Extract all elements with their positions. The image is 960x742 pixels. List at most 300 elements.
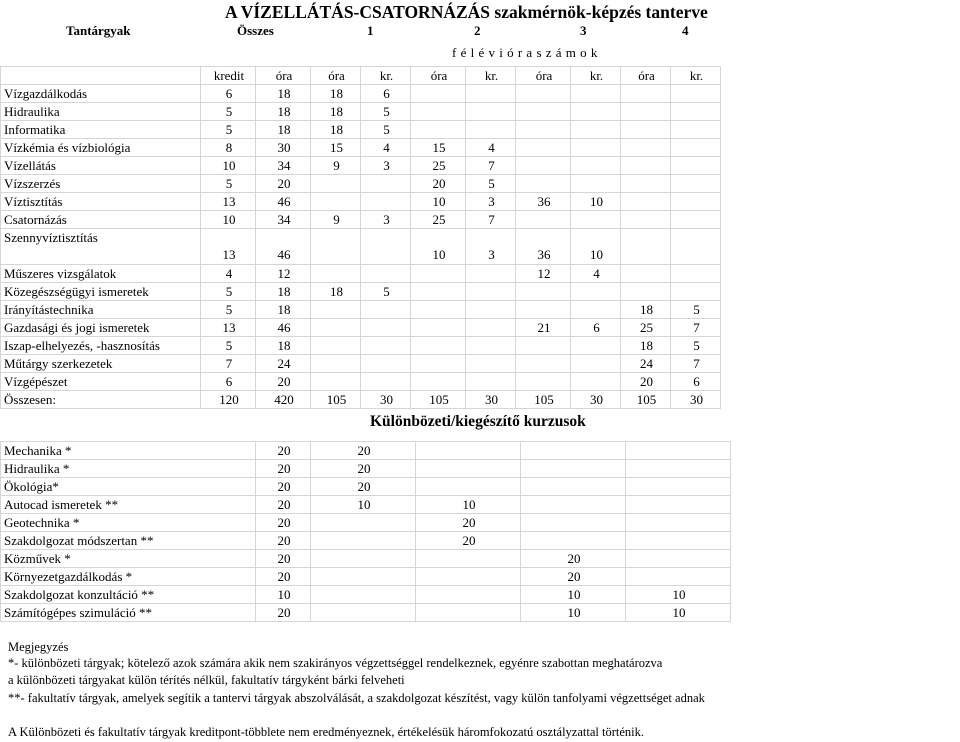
table-cell (626, 550, 731, 568)
table-cell (521, 532, 626, 550)
table-cell (571, 283, 621, 301)
table-cell (311, 514, 416, 532)
table-cell (571, 301, 621, 319)
table-cell: 12 (256, 265, 311, 283)
table-row (1, 442, 731, 460)
table-cell (416, 460, 521, 478)
table-cell (516, 85, 571, 103)
table-cell: 10 (521, 604, 626, 622)
extra-course-name: Környezetgazdálkodás * (1, 568, 256, 586)
table-cell: 9 (311, 211, 361, 229)
table-cell: 18 (311, 85, 361, 103)
table-cell: 5 (361, 103, 411, 121)
felevi-oraszamok-label: f é l é v i ó r a s z á m o k (452, 45, 598, 60)
table-cell: 12 (516, 265, 571, 283)
table-cell: 5 (361, 283, 411, 301)
table-cell (466, 355, 516, 373)
table-cell (311, 532, 416, 550)
table-cell: 20 (621, 373, 671, 391)
table-cell: 5 (201, 283, 256, 301)
table-cell (411, 337, 466, 355)
table-cell: 7 (671, 355, 721, 373)
table-cell (621, 175, 671, 193)
table-row (1, 532, 731, 550)
table-cell (416, 478, 521, 496)
table-cell: 30 (571, 391, 621, 409)
table-row (1, 373, 721, 391)
table-cell (311, 355, 361, 373)
unit-cell: óra (311, 67, 361, 85)
table-cell: 20 (411, 175, 466, 193)
table-cell: 6 (201, 85, 256, 103)
table-cell (411, 355, 466, 373)
extra-course-name: Számítógépes szimuláció ** (1, 604, 256, 622)
header-osszes: Összes (237, 23, 274, 38)
table-cell: 18 (256, 283, 311, 301)
table-cell (516, 211, 571, 229)
table-cell (571, 139, 621, 157)
header-semester-3: 3 (580, 23, 587, 38)
table-cell: 20 (256, 514, 311, 532)
table-cell (466, 337, 516, 355)
table-cell (516, 139, 571, 157)
table-cell: 10 (571, 193, 621, 211)
table-row (1, 175, 721, 193)
table-cell: 18 (256, 301, 311, 319)
table-cell (621, 211, 671, 229)
table-cell (516, 355, 571, 373)
table-cell: 18 (256, 103, 311, 121)
table-cell: 3 (466, 193, 516, 211)
table-cell: 20 (256, 550, 311, 568)
table-cell (311, 193, 361, 211)
table-cell: 10 (571, 229, 621, 265)
table-cell: 13 (201, 319, 256, 337)
table-cell (466, 121, 516, 139)
table-cell: 10 (521, 586, 626, 604)
table-cell: 20 (256, 442, 311, 460)
table-cell (466, 283, 516, 301)
table-cell (411, 373, 466, 391)
table-cell (621, 265, 671, 283)
curriculum-table (0, 66, 721, 409)
table-cell: 30 (256, 139, 311, 157)
table-cell: 5 (201, 121, 256, 139)
table-cell: 4 (571, 265, 621, 283)
table-cell (671, 85, 721, 103)
notes-heading: Megjegyzés (8, 640, 69, 654)
table-cell: 4 (201, 265, 256, 283)
table-cell: 9 (311, 157, 361, 175)
table-cell: 30 (466, 391, 516, 409)
course-name: Vízgazdálkodás (1, 85, 201, 103)
unit-cell: kr. (361, 67, 411, 85)
table-cell: 36 (516, 193, 571, 211)
table-cell (411, 319, 466, 337)
unit-cell: óra (621, 67, 671, 85)
table-cell (521, 478, 626, 496)
table-cell: 10 (201, 157, 256, 175)
table-cell (416, 568, 521, 586)
table-cell (626, 496, 731, 514)
table-cell: 20 (311, 478, 416, 496)
course-name: Vízkémia és vízbiológia (1, 139, 201, 157)
table-cell (571, 157, 621, 175)
table-cell (411, 103, 466, 121)
table-cell: 20 (521, 568, 626, 586)
notes-line-3: **- fakultatív tárgyak, amelyek segítik a tantervi tárgyak abszolválását, a szakdolgozat készítést, vagy külön tanfolyami végzettséget adnak (8, 691, 705, 705)
table-cell: 5 (201, 337, 256, 355)
table-cell: 24 (256, 355, 311, 373)
table-cell: 30 (671, 391, 721, 409)
table-cell (516, 157, 571, 175)
table-cell (571, 337, 621, 355)
table-cell (516, 283, 571, 301)
table-row (1, 478, 731, 496)
table-cell: 120 (201, 391, 256, 409)
table-cell: 25 (411, 211, 466, 229)
table-cell: 20 (256, 175, 311, 193)
table-cell (416, 586, 521, 604)
table-cell (311, 301, 361, 319)
table-cell (571, 121, 621, 139)
table-row (1, 355, 721, 373)
table-cell: 18 (311, 283, 361, 301)
table-cell (521, 514, 626, 532)
table-cell (516, 175, 571, 193)
extra-course-name: Közművek * (1, 550, 256, 568)
table-row (1, 337, 721, 355)
table-cell (311, 337, 361, 355)
table-cell: 10 (416, 496, 521, 514)
table-cell (521, 460, 626, 478)
table-cell: 18 (256, 121, 311, 139)
table-cell: 10 (626, 604, 731, 622)
table-cell (621, 283, 671, 301)
table-row (1, 211, 721, 229)
table-cell: 8 (201, 139, 256, 157)
table-cell: 6 (671, 373, 721, 391)
table-cell: 46 (256, 319, 311, 337)
table-cell (361, 229, 411, 265)
table-cell: 105 (621, 391, 671, 409)
table-cell: 5 (201, 175, 256, 193)
table-cell (516, 337, 571, 355)
table-cell (311, 604, 416, 622)
table-cell: 10 (411, 229, 466, 265)
table-cell (626, 478, 731, 496)
table-cell: 20 (311, 460, 416, 478)
table-cell (411, 265, 466, 283)
table-cell (361, 355, 411, 373)
table-cell: 25 (411, 157, 466, 175)
course-name: Gazdasági és jogi ismeretek (1, 319, 201, 337)
table-cell: 18 (311, 121, 361, 139)
table-cell: 7 (466, 157, 516, 175)
table-cell: 13 (201, 229, 256, 265)
table-cell: 3 (361, 211, 411, 229)
table-cell (621, 193, 671, 211)
table-cell: 7 (201, 355, 256, 373)
table-cell (571, 211, 621, 229)
table-cell (626, 442, 731, 460)
table-cell (516, 103, 571, 121)
course-name: Informatika (1, 121, 201, 139)
table-row (1, 604, 731, 622)
table-cell: 36 (516, 229, 571, 265)
table-cell (361, 175, 411, 193)
table-row (1, 496, 731, 514)
table-cell (416, 550, 521, 568)
table-cell: 20 (416, 514, 521, 532)
header-row (0, 22, 960, 40)
table-row (1, 139, 721, 157)
table-cell (516, 121, 571, 139)
extra-course-name: Mechanika * (1, 442, 256, 460)
table-cell: 34 (256, 157, 311, 175)
table-cell (361, 337, 411, 355)
notes-line-4: A Különbözeti és fakultatív tárgyak kreditpont-többlete nem eredményeznek, értékelésük háromfokozatú osztályzattal történik. (8, 725, 645, 739)
table-cell: 5 (201, 301, 256, 319)
table-cell (671, 103, 721, 121)
table-cell: 6 (201, 373, 256, 391)
table-cell: 34 (256, 211, 311, 229)
table-cell (466, 85, 516, 103)
course-name: Vízgépészet (1, 373, 201, 391)
table-cell (411, 301, 466, 319)
table-cell: 10 (311, 496, 416, 514)
unit-cell: kr. (571, 67, 621, 85)
table-cell (671, 211, 721, 229)
unit-cell: óra (256, 67, 311, 85)
table-cell: 5 (671, 301, 721, 319)
table-cell (466, 301, 516, 319)
unit-cell: kr. (466, 67, 516, 85)
extra-course-name: Szakdolgozat módszertan ** (1, 532, 256, 550)
table-cell (466, 265, 516, 283)
course-name: Közegészségügyi ismeretek (1, 283, 201, 301)
table-cell (626, 568, 731, 586)
table-row (1, 391, 721, 409)
table-cell (516, 301, 571, 319)
table-cell (626, 514, 731, 532)
table-row (1, 319, 721, 337)
table-cell: 25 (621, 319, 671, 337)
table-cell (361, 265, 411, 283)
table-cell (621, 157, 671, 175)
table-row (1, 550, 731, 568)
table-cell (671, 157, 721, 175)
table-cell (416, 442, 521, 460)
table-cell (671, 175, 721, 193)
table-cell (361, 373, 411, 391)
table-cell: 20 (256, 373, 311, 391)
unit-cell: kredit (201, 67, 256, 85)
table-cell (311, 229, 361, 265)
table-row (1, 283, 721, 301)
course-name: Víztisztítás (1, 193, 201, 211)
table-cell: 7 (671, 319, 721, 337)
header-tantargyak: Tantárgyak (66, 23, 131, 38)
table-cell: 4 (361, 139, 411, 157)
table-cell (621, 85, 671, 103)
extra-course-name: Hidraulika * (1, 460, 256, 478)
units-row (1, 67, 721, 85)
table-cell (671, 193, 721, 211)
page-title: A VÍZELLÁTÁS-CSATORNÁZÁS szakmérnök-képzés tanterve (225, 2, 708, 22)
course-name: Műszeres vizsgálatok (1, 265, 201, 283)
table-cell: 10 (626, 586, 731, 604)
table-cell (671, 139, 721, 157)
table-cell (361, 193, 411, 211)
table-cell: 20 (256, 604, 311, 622)
table-cell: 20 (256, 568, 311, 586)
table-cell (411, 85, 466, 103)
table-cell: 20 (256, 460, 311, 478)
table-cell (466, 319, 516, 337)
table-row (1, 85, 721, 103)
course-name: Műtárgy szerkezetek (1, 355, 201, 373)
unit-cell: kr. (671, 67, 721, 85)
table-cell (311, 265, 361, 283)
table-cell (571, 85, 621, 103)
table-cell (621, 229, 671, 265)
course-name: Szennyvíztisztítás (1, 229, 201, 265)
table-cell (626, 460, 731, 478)
table-cell (311, 175, 361, 193)
table-cell: 4 (466, 139, 516, 157)
course-name: Összesen: (1, 391, 201, 409)
table-row (1, 103, 721, 121)
table-cell: 420 (256, 391, 311, 409)
table-cell: 3 (466, 229, 516, 265)
table-cell (621, 139, 671, 157)
table-cell: 105 (411, 391, 466, 409)
table-cell: 20 (521, 550, 626, 568)
kulonbozeti-heading: Különbözeti/kiegészítő kurzusok (370, 413, 586, 430)
table-cell: 18 (621, 301, 671, 319)
table-row (1, 193, 721, 211)
units-row-label (1, 67, 201, 85)
table-cell (311, 586, 416, 604)
table-cell (411, 283, 466, 301)
table-cell (361, 301, 411, 319)
table-cell: 105 (516, 391, 571, 409)
table-cell (571, 175, 621, 193)
table-cell (311, 568, 416, 586)
course-name: Hidraulika (1, 103, 201, 121)
header-semester-4: 4 (682, 23, 689, 38)
table-cell: 18 (621, 337, 671, 355)
table-cell: 3 (361, 157, 411, 175)
table-cell: 20 (416, 532, 521, 550)
header-semester-1: 1 (367, 23, 374, 38)
table-cell (626, 532, 731, 550)
course-name: Vízellátás (1, 157, 201, 175)
table-cell (671, 265, 721, 283)
unit-cell: óra (411, 67, 466, 85)
table-cell: 5 (361, 121, 411, 139)
notes-line-2: a különbözeti tárgyakat külön térítés nélkül, fakultatív tárgyként bárki felveheti (8, 673, 405, 687)
table-cell (466, 103, 516, 121)
table-cell (521, 442, 626, 460)
table-cell: 10 (201, 211, 256, 229)
table-row (1, 568, 731, 586)
table-cell: 5 (201, 103, 256, 121)
table-cell: 18 (311, 103, 361, 121)
course-name: Csatornázás (1, 211, 201, 229)
table-cell: 20 (256, 496, 311, 514)
table-cell (521, 496, 626, 514)
table-cell: 20 (256, 478, 311, 496)
table-cell: 10 (411, 193, 466, 211)
extra-course-name: Geotechnika * (1, 514, 256, 532)
table-cell: 21 (516, 319, 571, 337)
header-semester-2: 2 (474, 23, 481, 38)
table-cell (411, 121, 466, 139)
table-cell (311, 319, 361, 337)
table-cell (571, 355, 621, 373)
table-row (1, 229, 721, 265)
table-cell (671, 121, 721, 139)
extra-course-name: Szakdolgozat konzultáció ** (1, 586, 256, 604)
table-cell: 15 (311, 139, 361, 157)
table-cell: 46 (256, 193, 311, 211)
table-cell: 7 (466, 211, 516, 229)
table-cell (671, 283, 721, 301)
table-row (1, 514, 731, 532)
table-cell (361, 319, 411, 337)
extra-courses-table (0, 441, 731, 622)
table-cell: 6 (361, 85, 411, 103)
course-name: Iszap-elhelyezés, -hasznosítás (1, 337, 201, 355)
table-cell (311, 373, 361, 391)
table-row (1, 586, 731, 604)
course-name: Vízszerzés (1, 175, 201, 193)
table-cell: 13 (201, 193, 256, 211)
table-cell (621, 121, 671, 139)
table-cell (671, 229, 721, 265)
table-cell: 5 (466, 175, 516, 193)
table-cell (571, 373, 621, 391)
table-cell: 18 (256, 337, 311, 355)
table-cell: 30 (361, 391, 411, 409)
notes-line-1: *- különbözeti tárgyak; kötelező azok számára akik nem szakirányos végzettséggel rendelkeznek, egyénre szabottan meghatározva (8, 656, 663, 670)
table-cell: 20 (311, 442, 416, 460)
table-cell: 6 (571, 319, 621, 337)
table-cell (621, 103, 671, 121)
table-row (1, 157, 721, 175)
table-cell (416, 604, 521, 622)
table-cell (571, 103, 621, 121)
unit-cell: óra (516, 67, 571, 85)
course-name: Irányítástechnika (1, 301, 201, 319)
table-cell (516, 373, 571, 391)
table-row (1, 121, 721, 139)
table-cell: 46 (256, 229, 311, 265)
table-cell: 105 (311, 391, 361, 409)
extra-course-name: Ökológia* (1, 478, 256, 496)
table-cell: 18 (256, 85, 311, 103)
table-cell: 20 (256, 532, 311, 550)
table-row (1, 460, 731, 478)
extra-course-name: Autocad ismeretek ** (1, 496, 256, 514)
table-cell: 10 (256, 586, 311, 604)
table-cell (311, 550, 416, 568)
table-cell (466, 373, 516, 391)
table-row (1, 265, 721, 283)
table-cell: 5 (671, 337, 721, 355)
